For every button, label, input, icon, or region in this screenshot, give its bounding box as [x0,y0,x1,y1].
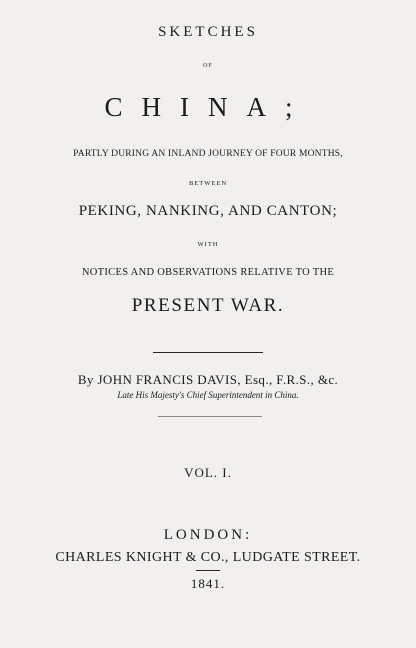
author-line: By JOHN FRANCIS DAVIS, Esq., F.R.S., &c. [77,372,339,387]
title-of: OF [203,63,213,69]
divider-rule-top [153,352,263,353]
subtitle-between: BETWEEN [188,180,228,187]
author-title: Late His Majesty's Chief Superintendent in China. [117,390,299,400]
divider-rule-middle [158,416,262,417]
imprint-publisher: CHARLES KNIGHT & CO., LUDGATE STREET. [55,550,361,565]
imprint-year: 1841. [190,576,226,591]
subtitle-with: WITH [197,241,219,248]
subtitle-places: PEKING, NANKING, AND CANTON; [78,203,338,219]
divider-rule-short [196,570,220,571]
title-sketches: SKETCHES [158,24,258,40]
subtitle-notices: NOTICES AND OBSERVATIONS RELATIVE TO THE [81,267,335,278]
volume-label: VOL. I. [184,465,232,480]
subtitle-present-war: PRESENT WAR. [131,295,285,316]
title-china: CHINA; [104,92,312,122]
imprint-city: LONDON: [163,527,253,543]
subtitle-journey: PARTLY DURING AN INLAND JOURNEY OF FOUR MONTHS, [73,149,343,159]
